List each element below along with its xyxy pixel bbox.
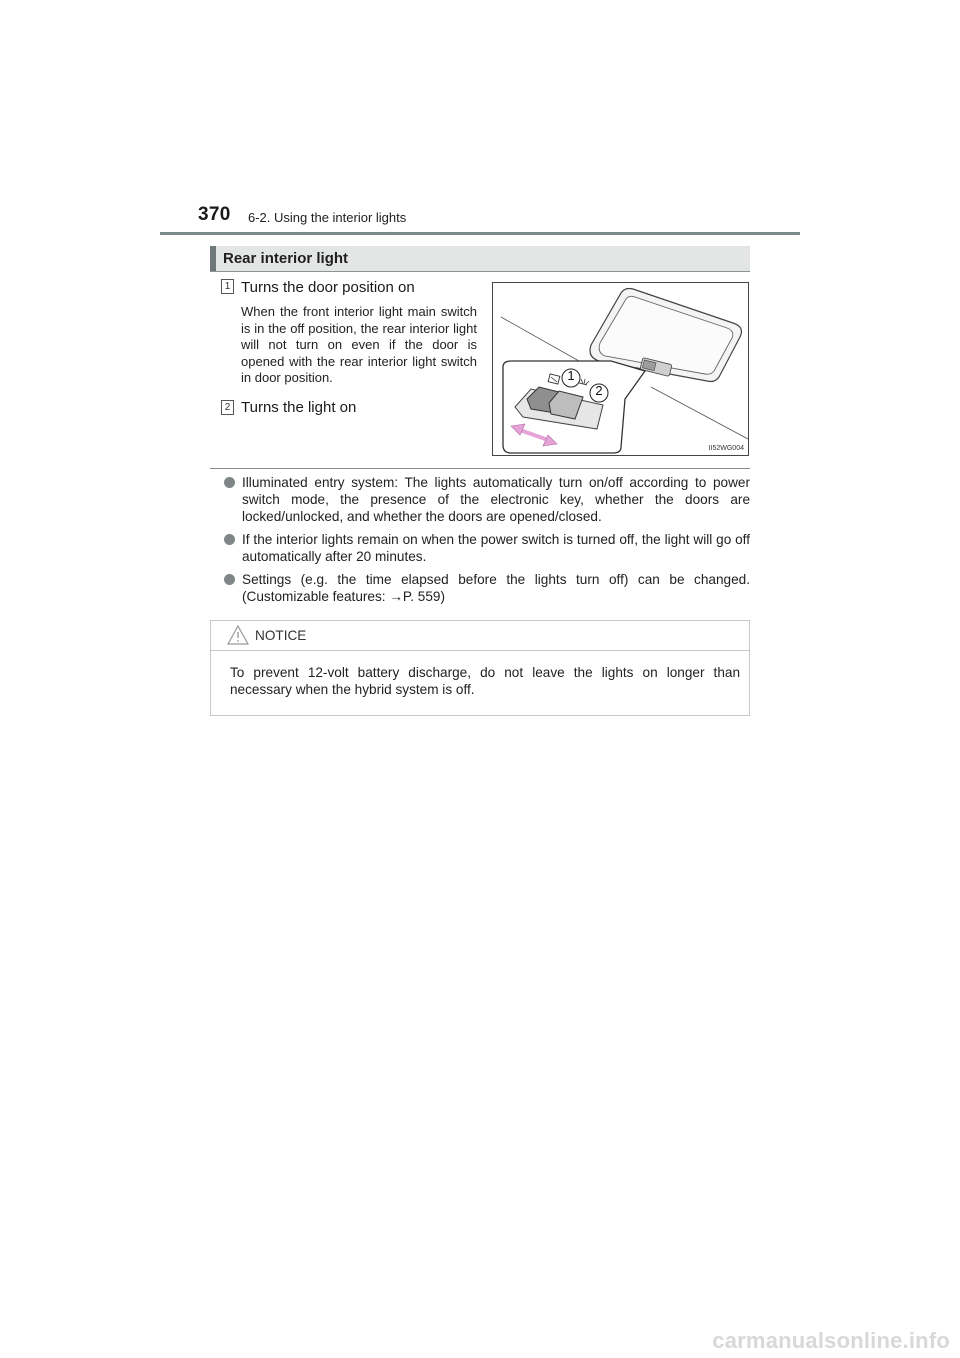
bullet-text-3: Settings (e.g. the time elapsed before the lights turn off) can be changed. (Customizable features: →P. 559) bbox=[242, 572, 750, 604]
item-body-1: When the front interior light main switch is in the off position, the rear interior light will not turn on even if the door is opened with the rear interior light switch in door position. bbox=[241, 304, 477, 385]
list-item bbox=[222, 531, 750, 565]
item-heading-1: Turns the door position on bbox=[241, 279, 415, 296]
notice-text: To prevent 12-volt battery discharge, do not leave the lights on longer than necessary when the hybrid system is off. bbox=[230, 665, 740, 697]
section-divider bbox=[210, 468, 750, 469]
bullet-dot-icon bbox=[224, 477, 235, 488]
rear-interior-light-illustration bbox=[492, 282, 749, 456]
info-bullet-list bbox=[222, 474, 750, 611]
section-accent bbox=[210, 246, 216, 271]
warning-triangle-icon bbox=[227, 625, 249, 645]
running-head: 6-2. Using the interior lights bbox=[248, 210, 407, 225]
item-number-2: 2 bbox=[221, 400, 234, 415]
figure-code: II52WG004 bbox=[708, 445, 744, 452]
notice-header bbox=[211, 621, 749, 651]
item-number-1: 1 bbox=[221, 279, 234, 294]
bullet-text-1: Illuminated entry system: The lights automatically turn on/off according to power switch mode, the presence of the electronic key, whether the doors are locked/unlocked, and whether the doors are opened/closed. bbox=[242, 475, 750, 524]
notice-label: NOTICE bbox=[255, 628, 307, 643]
notice-box bbox=[210, 620, 750, 716]
header-rule bbox=[160, 232, 800, 235]
watermark-text: carmanualsonline.info bbox=[712, 1328, 950, 1353]
section-heading-bar bbox=[210, 246, 750, 272]
figure-callout-1: 1 bbox=[567, 368, 575, 383]
figure-callout-2: 2 bbox=[595, 383, 603, 398]
bullet-text-2: If the interior lights remain on when the power switch is turned off, the light will go off automatically after 20 minutes. bbox=[242, 532, 750, 564]
illustration-drawing bbox=[493, 283, 748, 455]
list-item bbox=[222, 571, 750, 605]
page-number: 370 bbox=[198, 204, 231, 225]
bullet-dot-icon bbox=[224, 574, 235, 585]
section-title: Rear interior light bbox=[223, 250, 349, 267]
list-item bbox=[222, 474, 750, 525]
item-heading-2: Turns the light on bbox=[241, 399, 357, 416]
bullet-dot-icon bbox=[224, 534, 235, 545]
